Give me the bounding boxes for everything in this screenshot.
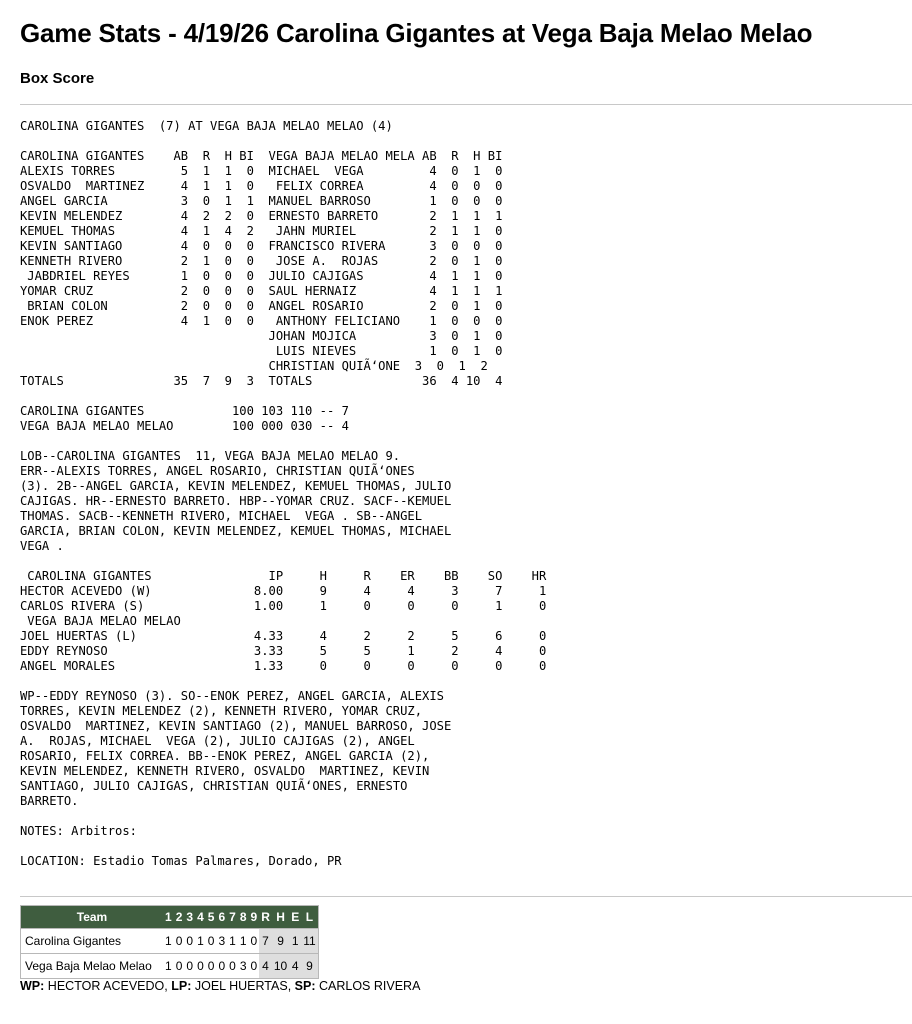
total-hits: 10: [272, 954, 289, 979]
wp-label: WP:: [20, 979, 45, 993]
header-inning: 3: [184, 906, 195, 929]
separator: ,: [287, 979, 295, 993]
team-name: Vega Baja Melao Melao: [21, 954, 164, 979]
table-row: [21, 954, 319, 979]
inning-score: 0: [227, 954, 238, 979]
inning-score: 3: [216, 929, 227, 954]
inning-score: 1: [227, 929, 238, 954]
total-errors: 1: [289, 929, 301, 954]
total-hits: 9: [272, 929, 289, 954]
sp-label: SP:: [294, 979, 316, 993]
linescore-table: [20, 905, 319, 979]
losing-pitcher: JOEL HUERTAS: [194, 979, 288, 993]
inning-score: 0: [249, 954, 260, 979]
header-inning: 7: [227, 906, 238, 929]
boxscore-text: CAROLINA GIGANTES (7) AT VEGA BAJA MELAO MELAO (4) CAROLINA GIGANTES AB R H BI VEGA BAJA MELAO MELA AB R H BI ALEXIS TORRES 5 1 1 0 MICHAEL VEGA 4 0 1 0 OSVALDO MARTINEZ 4 1 1 0 FELIX CORREA 4 0 0 0 ANGEL GARCIA 3 0 1 1 MANUEL BARROSO 1 0 0 0 KEVIN MELENDEZ 4 2 2 0 ERNESTO BARRETO 2 1 1 1 KEMUEL THOMAS 4 1 4 2 JAHN MURIEL 2 1 1 0 KEVIN SANTIAGO 4 0 0 0 FRANCISCO RIVERA 3 0 0 0 KENNETH RIVERO 2 1 0 0 JOSE A. ROJAS 2 0 1 0 JABDRIEL REYES 1 0 0 0 JULIO CAJIGAS 4 1 1 0 YOMAR CRUZ 2 0 0 0 SAUL HERNAIZ 4 1 1 1 BRIAN COLON 2 0 0 0 ANGEL ROSARIO 2 0 1 0 ENOK PEREZ 4 1 0 0 ANTHONY FELICIANO 1 0 0 0 JOHAN MOJICA 3 0 1 0 LUIS NIEVES 1 0 1 0 CHRISTIAN QUIÃ‘ONE 3 0 1 2 TOTALS 35 7 9 3 TOTALS 36 4 10 4 CAROLINA GIGANTES 100 103 110 -- 7 VEGA BAJA MELAO MELAO 100 000 030 -- 4 LOB--CAROLINA GIGANTES 11, VEGA BAJA MELAO MELAO 9. ERR--ALEXIS TORRES, ANGEL ROSARIO, CHRISTIAN QUIÃ‘ONES (3). 2B--ANGEL GARCIA, KEVIN MELENDEZ, KEMUEL THOMAS, JULIO CAJIGAS. HR--ERNESTO BARRETO. HBP--YOMAR CRUZ. SACF--KEMUEL THOMAS. SACB--KENNETH RIVERO, MICHAEL VEGA . SB--ANGEL GARCIA, BRIAN COLON, KEVIN MELENDEZ, KEMUEL THOMAS, MICHAEL VEGA . CAROLINA GIGANTES IP H R ER BB SO HR HECTOR ACEVEDO (W) 8.00 9 4 4 3 7 1 CARLOS RIVERA (S) 1.00 1 0 0 0 1 0 VEGA BAJA MELAO MELAO JOEL HUERTAS (L) 4.33 4 2 2 5 6 0 EDDY REYNOSO 3.33 5 5 1 2 4 0 ANGEL MORALES 1.33 0 0 0 0 0 0 WP--EDDY REYNOSO (3). SO--ENOK PEREZ, ANGEL GARCIA, ALEXIS TORRES, KEVIN MELENDEZ (2), KENNETH RIVERO, YOMAR CRUZ, OSVALDO MARTINEZ, KEVIN SANTIAGO (2), MANUEL BARROSO, JOSE A. ROJAS, MICHAEL VEGA (2), JULIO CAJIGAS (2), ANGEL ROSARIO, FELIX CORREA. BB--ENOK PEREZ, ANGEL GARCIA (2), KEVIN MELENDEZ, KENNETH RIVERO, OSVALDO MARTINEZ, KEVIN SANTIAGO, JULIO CAJIGAS, CHRISTIAN QUIÃ‘ONES, ERNESTO BARRETO. NOTES: Arbitros: LOCATION: Estadio Tomas Palmares, Dorado, PR: [20, 119, 547, 868]
inning-score: 0: [206, 929, 217, 954]
inning-score: 0: [249, 929, 260, 954]
winning-pitcher: HECTOR ACEVEDO: [47, 979, 165, 993]
inning-score: 1: [195, 929, 206, 954]
top-divider: [20, 104, 912, 105]
header-inning: 2: [174, 906, 185, 929]
table-row: [21, 929, 319, 954]
total-lob: 11: [301, 929, 318, 954]
inning-score: 0: [206, 954, 217, 979]
inning-score: 0: [184, 929, 195, 954]
inning-score: 1: [163, 954, 174, 979]
bottom-divider: [20, 896, 912, 897]
inning-score: 1: [238, 929, 249, 954]
page-title: Game Stats - 4/19/26 Carolina Gigantes at Vega Baja Melao Melao: [20, 18, 813, 48]
inning-score: 0: [174, 929, 185, 954]
header-hits: H: [272, 906, 289, 929]
pitchers-of-record: [20, 979, 420, 993]
total-lob: 9: [301, 954, 318, 979]
header-runs: R: [259, 906, 272, 929]
total-errors: 4: [289, 954, 301, 979]
header-team: Team: [21, 906, 164, 929]
header-inning: 1: [163, 906, 174, 929]
save-pitcher: CARLOS RIVERA: [318, 979, 421, 993]
total-runs: 7: [259, 929, 272, 954]
inning-score: 0: [195, 954, 206, 979]
inning-score: 3: [238, 954, 249, 979]
linescore-header-row: [21, 906, 319, 929]
separator: ,: [164, 979, 172, 993]
inning-score: 0: [184, 954, 195, 979]
header-inning: 8: [238, 906, 249, 929]
header-inning: 9: [249, 906, 260, 929]
section-title: Box Score: [20, 70, 95, 87]
team-name: Carolina Gigantes: [21, 929, 164, 954]
total-runs: 4: [259, 954, 272, 979]
header-errors: E: [289, 906, 301, 929]
header-inning: 4: [195, 906, 206, 929]
header-inning: 5: [206, 906, 217, 929]
lp-label: LP:: [171, 979, 192, 993]
inning-score: 0: [216, 954, 227, 979]
inning-score: 0: [174, 954, 185, 979]
inning-score: 1: [163, 929, 174, 954]
header-lob: L: [301, 906, 318, 929]
header-inning: 6: [216, 906, 227, 929]
